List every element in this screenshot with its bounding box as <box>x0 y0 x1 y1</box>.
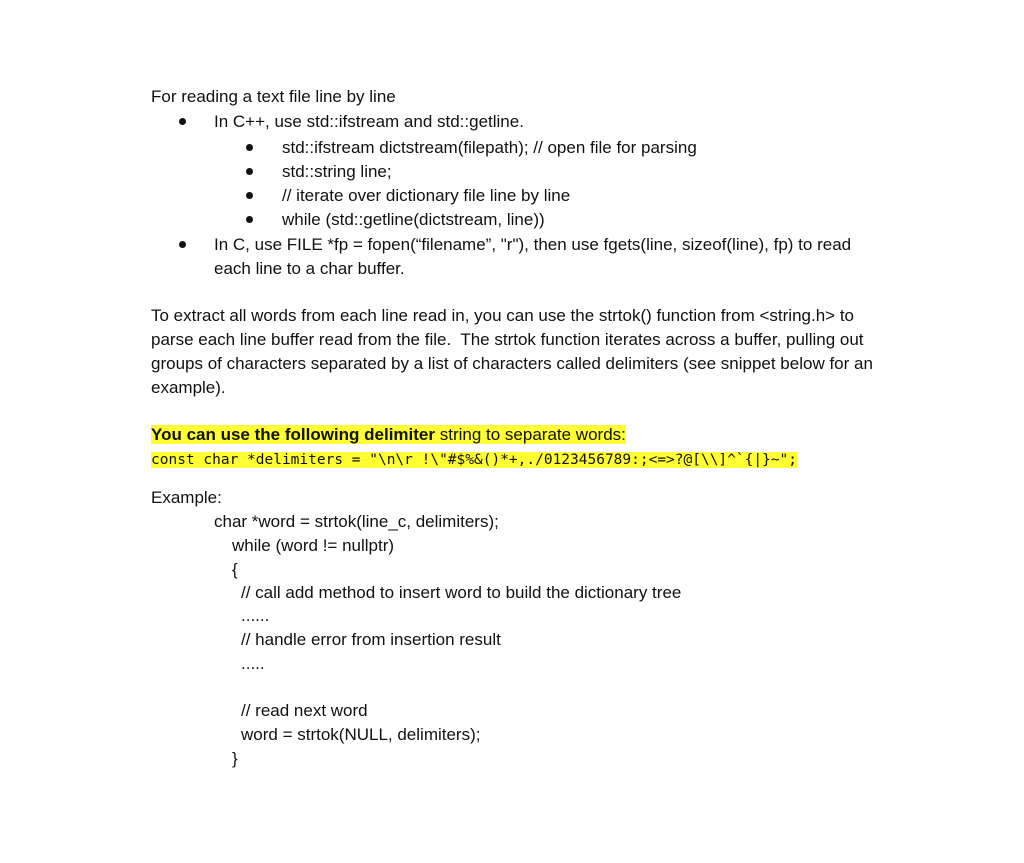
bullet-icon <box>246 192 253 199</box>
delimiter-note-rest: string to separate words: <box>435 425 626 444</box>
example-code-line: word = strtok(NULL, delimiters); <box>241 725 481 744</box>
delimiter-code-text: const char *delimiters = "\n\r !\"#$%&()*+,./0123456789:;<=>?@[\\]^`{|}~"; <box>151 452 798 468</box>
c-item-line2: each line to a char buffer. <box>214 259 405 278</box>
paragraph-line: To extract all words from each line read in, you can use the strtok() function from <string.h> to <box>151 306 854 325</box>
bullet-icon <box>246 168 253 175</box>
paragraph-line: parse each line buffer read from the file. The strtok function iterates across a buffer, pulling out <box>151 330 864 349</box>
bullet-icon <box>179 241 186 248</box>
bullet-icon <box>179 118 186 125</box>
bullet-icon <box>246 216 253 223</box>
example-code-line: char *word = strtok(line_c, delimiters); <box>214 512 499 531</box>
delimiter-note <box>151 424 626 446</box>
cpp-subitem: // iterate over dictionary file line by line <box>282 186 571 205</box>
cpp-subitem: std::ifstream dictstream(filepath); // open file for parsing <box>282 138 697 157</box>
bullet-icon <box>246 144 253 151</box>
cpp-item: In C++, use std::ifstream and std::getline. <box>214 112 524 131</box>
delimiter-note-bold: You can use the following delimiter <box>151 425 435 444</box>
paragraph-line: example). <box>151 378 226 397</box>
c-item-line1: In C, use FILE *fp = fopen(“filename”, "r"), then use fgets(line, sizeof(line), fp) to read <box>214 235 852 254</box>
example-code-line: { <box>232 560 238 579</box>
example-code-line: ...... <box>241 606 270 625</box>
delimiter-code <box>151 448 797 471</box>
example-label: Example: <box>151 488 222 507</box>
intro-heading: For reading a text file line by line <box>151 87 396 106</box>
example-code-line: while (word != nullptr) <box>232 536 395 555</box>
paragraph-line: groups of characters separated by a list of characters called delimiters (see snippet below for an <box>151 354 873 373</box>
example-code-line: // handle error from insertion result <box>241 630 501 649</box>
cpp-subitem: while (std::getline(dictstream, line)) <box>282 210 545 229</box>
example-code-line: ..... <box>241 654 265 673</box>
example-code-line: // call add method to insert word to build the dictionary tree <box>241 583 682 602</box>
example-code-line: } <box>232 749 238 768</box>
cpp-subitem: std::string line; <box>282 162 392 181</box>
example-code-line: // read next word <box>241 701 368 720</box>
